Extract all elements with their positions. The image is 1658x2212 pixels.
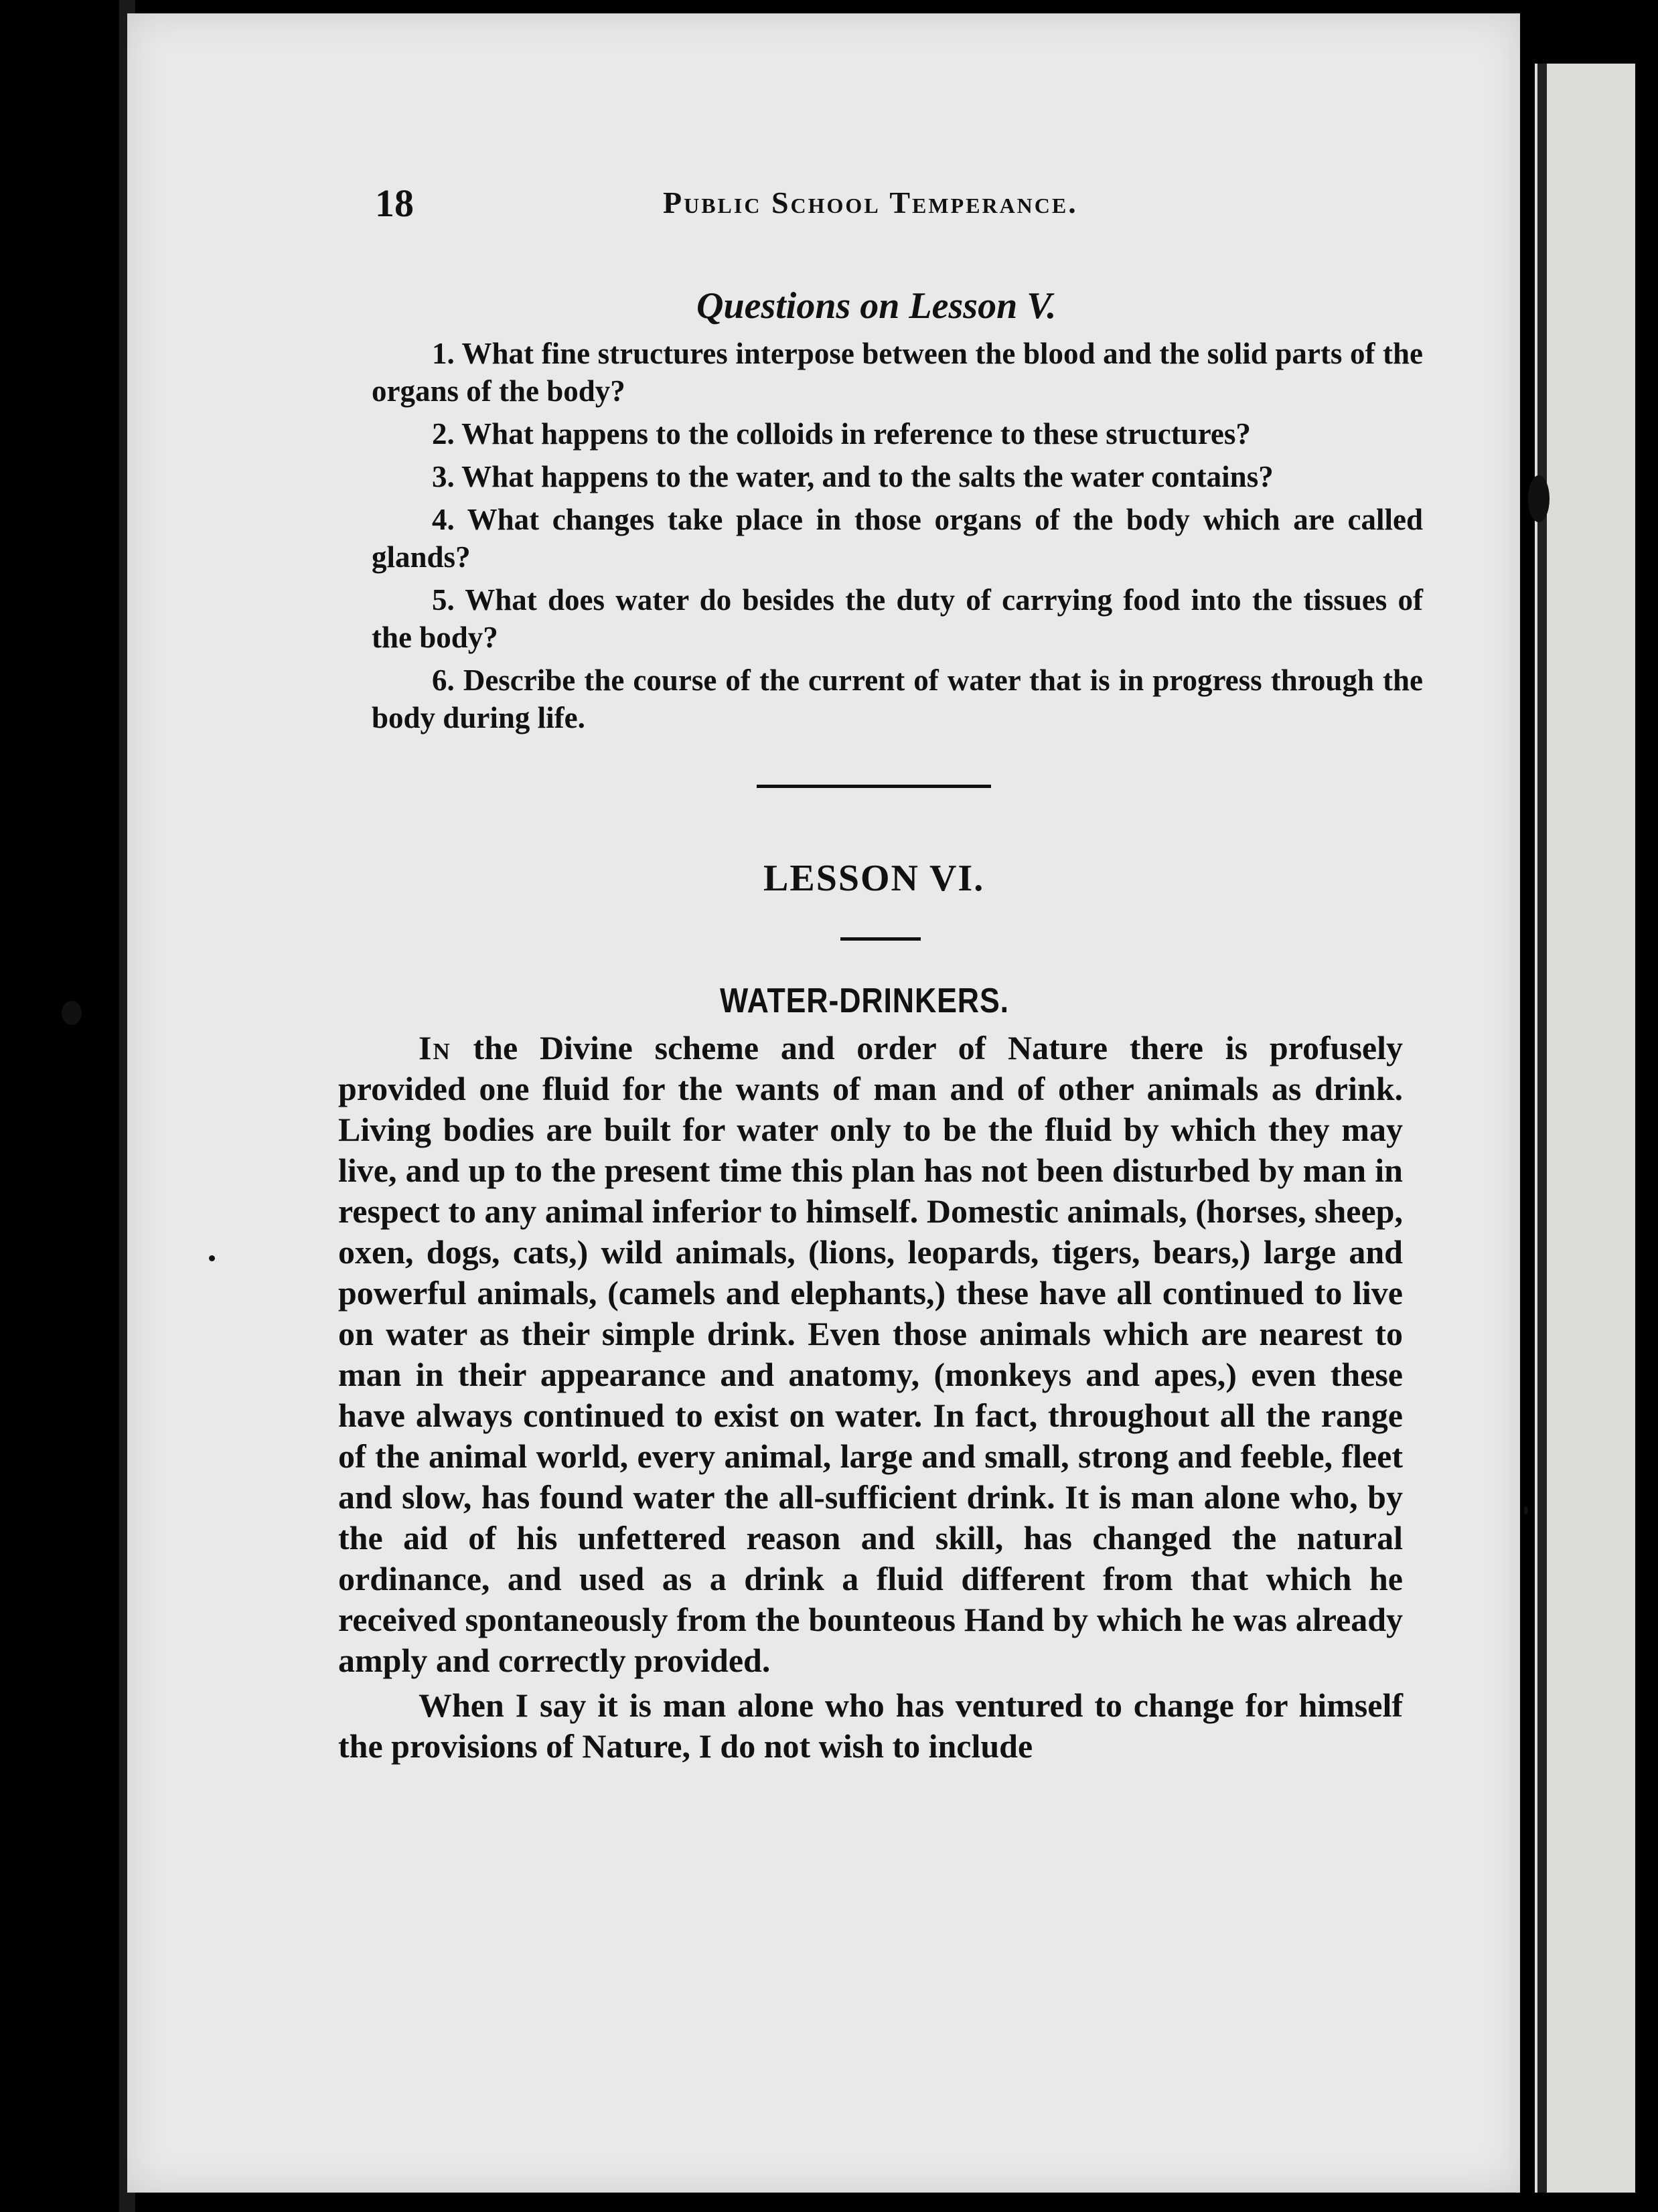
question-item: 5. What does water do besides the duty of carrying food into the tissues of the body? <box>372 583 1423 654</box>
paragraph-text: the Divine scheme and order of Nature there is profusely provided one fluid for the wants of man and of other animals as drink. Living bodies are built for water only to be the fluid by which they may live, and up to the present time this plan has not been disturbed by man in respect to any animal inferior to himself. Domestic animals, (horses, sheep, oxen, dogs, cats,) wild animals, (lions, leopards, tigers, bears,) large and powerful animals, (camels and elephants,) these have all continued to live on water as their simple drink. Even those animals which are nearest to man in their appearance and anatomy, (monkeys and apes,) even these have always continued to exist on water. In fact, throughout all the range of the animal world, every animal, large and small, strong and feeble, fleet and slow, has found water the all-sufficient drink. It is man alone who, by the aid of his unfettered reason and skill, has changed the natural ordinance, and used as a drink a fluid different from that which he received spontaneously from the bounteous Hand by which he was already amply and correctly provided. <box>338 1029 1403 1679</box>
body-paragraph <box>338 1685 1403 1767</box>
section-title: WATER-DRINKERS. <box>720 981 1009 1020</box>
body-paragraph <box>338 1028 1403 1681</box>
running-title: Public School Temperance. <box>663 185 1078 220</box>
adjacent-page-edge <box>1537 64 1547 2193</box>
section-divider-rule <box>757 785 991 788</box>
questions-heading: Questions on Lesson V. <box>696 285 1057 327</box>
ink-speck <box>209 1255 215 1261</box>
questions-list <box>372 335 1423 742</box>
page-number: 18 <box>375 181 414 225</box>
page-edge-notch <box>1528 475 1550 522</box>
ink-speck <box>1524 1506 1528 1514</box>
question-item: 2. What happens to the colloids in reference to these structures? <box>432 417 1251 451</box>
question-item: 3. What happens to the water, and to the salts the water contains? <box>432 460 1274 493</box>
paragraph-lead-word: In <box>419 1029 451 1066</box>
question-item: 6. Describe the course of the current of water that is in progress through the body during life. <box>372 663 1423 734</box>
question-item: 4. What changes take place in those organs of the body which are called glands? <box>372 503 1423 574</box>
heading-divider-rule <box>840 937 921 941</box>
question-item: 1. What fine structures interpose between the blood and the solid parts of the organs of the body? <box>372 337 1423 408</box>
adjacent-page-strip <box>1535 64 1635 2193</box>
lesson-heading: LESSON VI. <box>763 858 985 899</box>
running-head <box>375 181 1460 234</box>
paragraph-text: When I say it is man alone who has ventured to change for himself the provisions of Nature, I do not wish to include <box>338 1686 1403 1765</box>
body-text <box>338 1028 1403 1771</box>
ink-speck <box>62 1001 82 1025</box>
